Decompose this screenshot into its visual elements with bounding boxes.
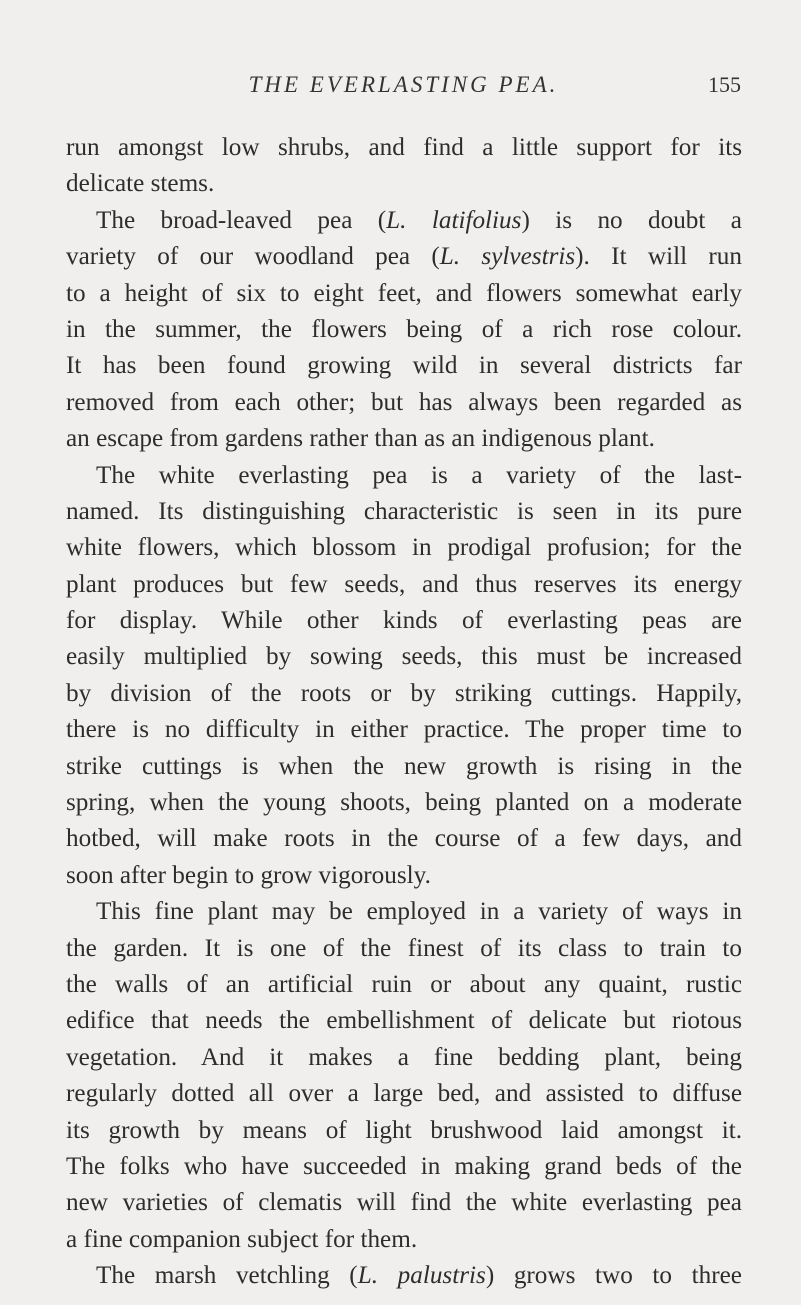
text-line: vegetation. And it makes a fine bedding plant, being — [66, 1043, 742, 1071]
text-line: in the summer, the flowers being of a rich rose colour. — [66, 315, 742, 343]
text-line: run amongst low shrubs, and find a little support for its — [66, 134, 742, 161]
text-line: the garden. It is one of the finest of its class to train to — [66, 934, 742, 962]
text-line: easily multiplied by sowing seeds, this must be increased — [66, 643, 742, 671]
text-line: The folks who have succeeded in making grand beds of the — [66, 1152, 742, 1180]
text-line: It has been found growing wild in several districts far — [66, 352, 742, 380]
text-line: delicate stems. — [66, 170, 215, 198]
page-number: 155 — [708, 72, 741, 97]
text-line: for display. While other kinds of everlasting peas are — [66, 607, 742, 635]
text-line: by division of the roots or by striking cuttings. Happily, — [66, 679, 742, 707]
text-line: edifice that needs the embellishment of delicate but riotous — [66, 1007, 742, 1035]
text-line: spring, when the young shoots, being planted on a moderate — [66, 789, 742, 817]
text-line: plant produces but few seeds, and thus reserves its energy — [66, 570, 742, 598]
text-line: The marsh vetchling (L. palustris) grows two to three — [96, 1262, 742, 1290]
running-head — [66, 72, 741, 108]
text-line: The broad-leaved pea (L. latifolius) is no doubt a — [96, 206, 742, 234]
text-line: soon after begin to grow vigorously. — [66, 861, 431, 889]
text-line: The white everlasting pea is a variety of the last- — [96, 461, 742, 489]
body-text — [66, 130, 742, 1295]
text-line: regularly dotted all over a large bed, and assisted to diffuse — [66, 1080, 742, 1108]
text-line: new varieties of clematis will find the white everlasting pea — [66, 1189, 742, 1217]
species-name: L. palustris — [357, 1262, 486, 1290]
species-name: L. sylvestris — [439, 243, 576, 271]
text-line: variety of our woodland pea (L. sylvestris). It will run — [66, 243, 742, 271]
text-line: an escape from gardens rather than as an indigenous plant. — [66, 425, 655, 453]
text-line: the walls of an artificial ruin or about any quaint, rustic — [66, 970, 742, 998]
text-line: a fine companion subject for them. — [66, 1225, 418, 1253]
running-title: THE EVERLASTING PEA. — [248, 72, 559, 97]
text-line: to a height of six to eight feet, and flowers somewhat early — [66, 279, 742, 307]
text-line: named. Its distinguishing characteristic is seen in its pure — [66, 497, 742, 525]
species-name: L. latifolius — [386, 206, 522, 234]
text-line: white flowers, which blossom in prodigal profusion; for the — [66, 534, 742, 562]
text-line: This fine plant may be employed in a variety of ways in — [96, 898, 742, 926]
text-line: its growth by means of light brushwood laid amongst it. — [66, 1116, 742, 1144]
text-line: hotbed, will make roots in the course of a few days, and — [66, 825, 742, 853]
text-line: there is no difficulty in either practice. The proper time to — [66, 716, 742, 744]
text-line: strike cuttings is when the new growth is rising in the — [66, 752, 742, 780]
text-line: removed from each other; but has always been regarded as — [66, 388, 742, 416]
